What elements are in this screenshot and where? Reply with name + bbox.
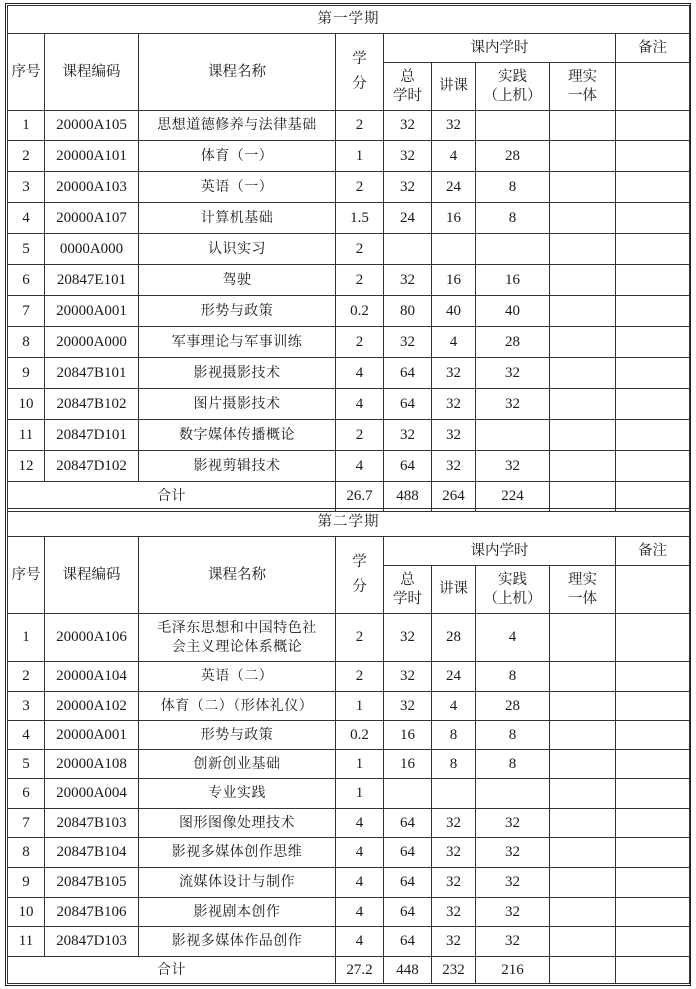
total-hours-value: 32 xyxy=(384,172,432,203)
course-code: 20847E101 xyxy=(45,265,139,296)
integrated-hours-value xyxy=(550,750,616,779)
lecture-hours-value: 4 xyxy=(432,327,476,358)
course-code: 20000A004 xyxy=(45,779,139,809)
header-integrated xyxy=(550,566,616,614)
header-total-top: 总 xyxy=(400,68,415,85)
total-hours-value: 32 xyxy=(384,265,432,296)
practice-hours-value: 28 xyxy=(476,692,550,721)
table-row xyxy=(8,451,690,482)
total-hours-value xyxy=(384,234,432,265)
remark-value xyxy=(616,809,690,838)
lecture-hours-value: 32 xyxy=(432,838,476,868)
course-name: 影视多媒体作品创作 xyxy=(139,927,336,957)
total-hours-value: 64 xyxy=(384,358,432,389)
row-number: 7 xyxy=(8,296,45,327)
remark-value xyxy=(616,234,690,265)
course-code: 20000A107 xyxy=(45,203,139,234)
remark-value xyxy=(616,389,690,420)
remark-value xyxy=(616,721,690,750)
total-hours-value: 32 xyxy=(384,692,432,721)
header-name: 课程名称 xyxy=(139,34,336,111)
table-row xyxy=(8,296,690,327)
credit-value: 2 xyxy=(336,420,384,451)
header-code: 课程编码 xyxy=(45,537,139,614)
total-hours-value: 32 xyxy=(384,420,432,451)
row-number: 12 xyxy=(8,451,45,482)
row-number: 7 xyxy=(8,809,45,838)
integrated-hours-value xyxy=(550,898,616,927)
credit-value: 4 xyxy=(336,389,384,420)
practice-hours-value: 8 xyxy=(476,203,550,234)
table-row xyxy=(8,614,690,662)
course-name: 形势与政策 xyxy=(139,296,336,327)
credit-value: 4 xyxy=(336,927,384,957)
sum-row xyxy=(8,957,690,984)
lecture-hours-value: 32 xyxy=(432,451,476,482)
header-remarks: 备注 xyxy=(616,34,690,63)
practice-hours-value: 8 xyxy=(476,721,550,750)
remark-value xyxy=(616,692,690,721)
lecture-hours-value: 8 xyxy=(432,750,476,779)
remark-value xyxy=(616,614,690,662)
course-name: 数字媒体传播概论 xyxy=(139,420,336,451)
header-lecture: 讲课 xyxy=(432,63,476,111)
credit-value: 2 xyxy=(336,327,384,358)
course-name: 英语（二） xyxy=(139,662,336,692)
course-name: 形势与政策 xyxy=(139,721,336,750)
credit-value: 1 xyxy=(336,750,384,779)
credit-value: 4 xyxy=(336,868,384,898)
semester-title: 第一学期 xyxy=(8,6,690,34)
lecture-hours-value: 16 xyxy=(432,203,476,234)
sum-remark xyxy=(616,957,690,984)
credit-value: 2 xyxy=(336,234,384,265)
lecture-hours-value: 24 xyxy=(432,662,476,692)
lecture-hours-value: 32 xyxy=(432,809,476,838)
header-total-bottom: 学时 xyxy=(393,590,422,607)
header-hours-group: 课内学时 xyxy=(384,537,616,566)
row-number: 8 xyxy=(8,838,45,868)
course-code: 20000A101 xyxy=(45,141,139,172)
sum-practice-hours: 224 xyxy=(476,482,550,512)
sum-label: 合计 xyxy=(8,957,336,984)
header-total-top: 总 xyxy=(400,571,415,588)
course-name: 英语（一） xyxy=(139,172,336,203)
practice-hours-value: 16 xyxy=(476,265,550,296)
course-name: 体育（一） xyxy=(139,141,336,172)
course-name: 影视剧本创作 xyxy=(139,898,336,927)
integrated-hours-value xyxy=(550,721,616,750)
practice-hours-value: 32 xyxy=(476,868,550,898)
header-practice-bottom: （上机） xyxy=(483,87,542,104)
credit-value: 4 xyxy=(336,809,384,838)
table-row xyxy=(8,234,690,265)
table-row xyxy=(8,898,690,927)
course-code: 20847B105 xyxy=(45,868,139,898)
remark-value xyxy=(616,296,690,327)
table-row xyxy=(8,779,690,809)
practice-hours-value: 8 xyxy=(476,750,550,779)
integrated-hours-value xyxy=(550,451,616,482)
semester-title: 第二学期 xyxy=(8,509,690,537)
header-code: 课程编码 xyxy=(45,34,139,111)
course-code: 20000A106 xyxy=(45,614,139,662)
remark-value xyxy=(616,420,690,451)
course-code: 20000A104 xyxy=(45,662,139,692)
row-number: 2 xyxy=(8,141,45,172)
course-code: 20000A001 xyxy=(45,296,139,327)
credit-value: 1 xyxy=(336,692,384,721)
practice-hours-value: 32 xyxy=(476,358,550,389)
practice-hours-value: 28 xyxy=(476,141,550,172)
total-hours-value: 24 xyxy=(384,203,432,234)
table-row xyxy=(8,172,690,203)
lecture-hours-value: 32 xyxy=(432,389,476,420)
remark-value xyxy=(616,141,690,172)
integrated-hours-value xyxy=(550,234,616,265)
total-hours-value: 16 xyxy=(384,750,432,779)
course-code: 20847B102 xyxy=(45,389,139,420)
row-number: 8 xyxy=(8,327,45,358)
integrated-hours-value xyxy=(550,172,616,203)
row-number: 5 xyxy=(8,234,45,265)
remark-value xyxy=(616,779,690,809)
credit-value: 1.5 xyxy=(336,203,384,234)
header-total-bottom: 学时 xyxy=(393,87,422,104)
total-hours-value: 64 xyxy=(384,451,432,482)
course-code: 20000A001 xyxy=(45,721,139,750)
credit-value: 2 xyxy=(336,265,384,296)
lecture-hours-value: 4 xyxy=(432,692,476,721)
lecture-hours-value xyxy=(432,779,476,809)
sum-lecture-hours: 232 xyxy=(432,957,476,984)
table-row xyxy=(8,721,690,750)
course-name: 流媒体设计与制作 xyxy=(139,868,336,898)
lecture-hours-value: 16 xyxy=(432,265,476,296)
course-code: 20000A108 xyxy=(45,750,139,779)
total-hours-value: 32 xyxy=(384,111,432,141)
course-code: 20000A000 xyxy=(45,327,139,358)
remark-value xyxy=(616,203,690,234)
integrated-hours-value xyxy=(550,838,616,868)
total-hours-value: 64 xyxy=(384,927,432,957)
total-hours-value: 64 xyxy=(384,809,432,838)
integrated-hours-value xyxy=(550,927,616,957)
total-hours-value: 64 xyxy=(384,838,432,868)
credit-value: 2 xyxy=(336,111,384,141)
total-hours-value: 16 xyxy=(384,721,432,750)
course-name: 体育（二）（形体礼仪） xyxy=(139,692,336,721)
sum-practice-hours: 216 xyxy=(476,957,550,984)
course-code: 20847B101 xyxy=(45,358,139,389)
integrated-hours-value xyxy=(550,662,616,692)
practice-hours-value: 32 xyxy=(476,809,550,838)
table-row xyxy=(8,868,690,898)
total-hours-value: 64 xyxy=(384,868,432,898)
table-row xyxy=(8,662,690,692)
course-code: 20000A102 xyxy=(45,692,139,721)
total-hours-value: 32 xyxy=(384,141,432,172)
header-seq: 序号 xyxy=(8,537,45,614)
table-row xyxy=(8,927,690,957)
remark-value xyxy=(616,838,690,868)
row-number: 11 xyxy=(8,420,45,451)
header-integ-top: 理实 xyxy=(568,571,597,588)
semester-table-1 xyxy=(7,5,690,512)
practice-hours-value xyxy=(476,234,550,265)
remark-value xyxy=(616,662,690,692)
course-code: 20847D102 xyxy=(45,451,139,482)
total-hours-value: 32 xyxy=(384,327,432,358)
table-row xyxy=(8,265,690,296)
integrated-hours-value xyxy=(550,692,616,721)
remark-value xyxy=(616,750,690,779)
course-code: 20000A103 xyxy=(45,172,139,203)
row-number: 4 xyxy=(8,721,45,750)
lecture-hours-value: 40 xyxy=(432,296,476,327)
lecture-hours-value: 32 xyxy=(432,868,476,898)
lecture-hours-value: 32 xyxy=(432,927,476,957)
header-credit-top: 学 xyxy=(352,51,367,67)
integrated-hours-value xyxy=(550,868,616,898)
table-row xyxy=(8,420,690,451)
header-credit-top: 学 xyxy=(352,554,367,570)
remark-value xyxy=(616,927,690,957)
header-practice-top: 实践 xyxy=(498,68,527,85)
lecture-hours-value: 24 xyxy=(432,172,476,203)
semester-table-2 xyxy=(7,508,690,984)
practice-hours-value: 40 xyxy=(476,296,550,327)
practice-hours-value: 32 xyxy=(476,451,550,482)
header-integ-bottom: 一体 xyxy=(568,87,597,104)
header-hours-group: 课内学时 xyxy=(384,34,616,63)
course-name: 思想道德修养与法律基础 xyxy=(139,111,336,141)
credit-value: 4 xyxy=(336,451,384,482)
integrated-hours-value xyxy=(550,141,616,172)
practice-hours-value xyxy=(476,420,550,451)
total-hours-value: 32 xyxy=(384,614,432,662)
course-code: 0000A000 xyxy=(45,234,139,265)
row-number: 10 xyxy=(8,898,45,927)
sum-row xyxy=(8,482,690,512)
remark-value xyxy=(616,111,690,141)
row-number: 10 xyxy=(8,389,45,420)
course-code: 20000A105 xyxy=(45,111,139,141)
integrated-hours-value xyxy=(550,420,616,451)
row-number: 2 xyxy=(8,662,45,692)
practice-hours-value: 32 xyxy=(476,389,550,420)
integrated-hours-value xyxy=(550,111,616,141)
course-name: 驾驶 xyxy=(139,265,336,296)
credit-value: 0.2 xyxy=(336,296,384,327)
integrated-hours-value xyxy=(550,265,616,296)
course-code: 20847B103 xyxy=(45,809,139,838)
course-name: 图形图像处理技术 xyxy=(139,809,336,838)
course-name: 影视剪辑技术 xyxy=(139,451,336,482)
course-name: 专业实践 xyxy=(139,779,336,809)
sum-total-hours: 488 xyxy=(384,482,432,512)
header-practice xyxy=(476,566,550,614)
practice-hours-value xyxy=(476,111,550,141)
table-row xyxy=(8,692,690,721)
lecture-hours-value: 32 xyxy=(432,358,476,389)
table-row xyxy=(8,327,690,358)
table-row xyxy=(8,358,690,389)
credit-value: 4 xyxy=(336,898,384,927)
lecture-hours-value: 4 xyxy=(432,141,476,172)
course-name: 计算机基础 xyxy=(139,203,336,234)
header-remarks-empty xyxy=(616,566,690,614)
sum-integrated-hours xyxy=(550,957,616,984)
lecture-hours-value: 32 xyxy=(432,420,476,451)
table-row xyxy=(8,141,690,172)
course-name: 认识实习 xyxy=(139,234,336,265)
practice-hours-value: 32 xyxy=(476,838,550,868)
header-remarks: 备注 xyxy=(616,537,690,566)
practice-hours-value: 32 xyxy=(476,898,550,927)
credit-value: 4 xyxy=(336,358,384,389)
practice-hours-value: 4 xyxy=(476,614,550,662)
row-number: 6 xyxy=(8,779,45,809)
course-code: 20847B104 xyxy=(45,838,139,868)
sum-remark xyxy=(616,482,690,512)
course-code: 20847B106 xyxy=(45,898,139,927)
course-name xyxy=(139,614,336,662)
header-credit xyxy=(336,537,384,614)
sum-credit: 26.7 xyxy=(336,482,384,512)
credit-value: 1 xyxy=(336,141,384,172)
remark-value xyxy=(616,172,690,203)
credit-value: 1 xyxy=(336,779,384,809)
practice-hours-value xyxy=(476,779,550,809)
header-practice-top: 实践 xyxy=(498,571,527,588)
remark-value xyxy=(616,898,690,927)
integrated-hours-value xyxy=(550,389,616,420)
lecture-hours-value: 32 xyxy=(432,898,476,927)
row-number: 9 xyxy=(8,358,45,389)
course-name: 图片摄影技术 xyxy=(139,389,336,420)
credit-value: 4 xyxy=(336,838,384,868)
table-row xyxy=(8,389,690,420)
practice-hours-value: 32 xyxy=(476,927,550,957)
total-hours-value xyxy=(384,779,432,809)
header-remarks-empty xyxy=(616,63,690,111)
integrated-hours-value xyxy=(550,614,616,662)
header-credit-bottom: 分 xyxy=(352,579,367,595)
header-integ-bottom: 一体 xyxy=(568,590,597,607)
header-credit-bottom: 分 xyxy=(352,76,367,92)
credit-value: 0.2 xyxy=(336,721,384,750)
lecture-hours-value: 28 xyxy=(432,614,476,662)
integrated-hours-value xyxy=(550,809,616,838)
lecture-hours-value: 8 xyxy=(432,721,476,750)
remark-value xyxy=(616,265,690,296)
header-integrated xyxy=(550,63,616,111)
header-name: 课程名称 xyxy=(139,537,336,614)
integrated-hours-value xyxy=(550,203,616,234)
row-number: 3 xyxy=(8,692,45,721)
integrated-hours-value xyxy=(550,327,616,358)
row-number: 4 xyxy=(8,203,45,234)
sum-integrated-hours xyxy=(550,482,616,512)
remark-value xyxy=(616,358,690,389)
header-practice xyxy=(476,63,550,111)
practice-hours-value: 8 xyxy=(476,662,550,692)
credit-value: 2 xyxy=(336,614,384,662)
header-seq: 序号 xyxy=(8,34,45,111)
header-total-hours xyxy=(384,566,432,614)
row-number: 3 xyxy=(8,172,45,203)
lecture-hours-value xyxy=(432,234,476,265)
remark-value xyxy=(616,868,690,898)
remark-value xyxy=(616,327,690,358)
course-name: 军事理论与军事训练 xyxy=(139,327,336,358)
remark-value xyxy=(616,451,690,482)
total-hours-value: 32 xyxy=(384,662,432,692)
integrated-hours-value xyxy=(550,296,616,327)
course-name: 影视摄影技术 xyxy=(139,358,336,389)
course-code: 20847D101 xyxy=(45,420,139,451)
header-credit xyxy=(336,34,384,111)
table-row xyxy=(8,111,690,141)
header-integ-top: 理实 xyxy=(568,68,597,85)
header-lecture: 讲课 xyxy=(432,566,476,614)
credit-value: 2 xyxy=(336,172,384,203)
table-row xyxy=(8,809,690,838)
lecture-hours-value: 32 xyxy=(432,111,476,141)
course-name: 创新创业基础 xyxy=(139,750,336,779)
sum-lecture-hours: 264 xyxy=(432,482,476,512)
total-hours-value: 64 xyxy=(384,898,432,927)
course-name-line: 毛泽东思想和中国特色社 xyxy=(157,619,317,636)
row-number: 1 xyxy=(8,111,45,141)
table-row xyxy=(8,203,690,234)
practice-hours-value: 28 xyxy=(476,327,550,358)
header-total-hours xyxy=(384,63,432,111)
row-number: 9 xyxy=(8,868,45,898)
sum-label: 合计 xyxy=(8,482,336,512)
integrated-hours-value xyxy=(550,358,616,389)
course-code: 20847D103 xyxy=(45,927,139,957)
table-row xyxy=(8,838,690,868)
row-number: 5 xyxy=(8,750,45,779)
total-hours-value: 80 xyxy=(384,296,432,327)
credit-value: 2 xyxy=(336,662,384,692)
header-practice-bottom: （上机） xyxy=(483,590,542,607)
row-number: 1 xyxy=(8,614,45,662)
row-number: 11 xyxy=(8,927,45,957)
table-row xyxy=(8,750,690,779)
integrated-hours-value xyxy=(550,779,616,809)
course-name: 影视多媒体创作思维 xyxy=(139,838,336,868)
sum-total-hours: 448 xyxy=(384,957,432,984)
course-name-line: 会主义理论体系概论 xyxy=(171,638,303,655)
total-hours-value: 64 xyxy=(384,389,432,420)
practice-hours-value: 8 xyxy=(476,172,550,203)
sum-credit: 27.2 xyxy=(336,957,384,984)
row-number: 6 xyxy=(8,265,45,296)
